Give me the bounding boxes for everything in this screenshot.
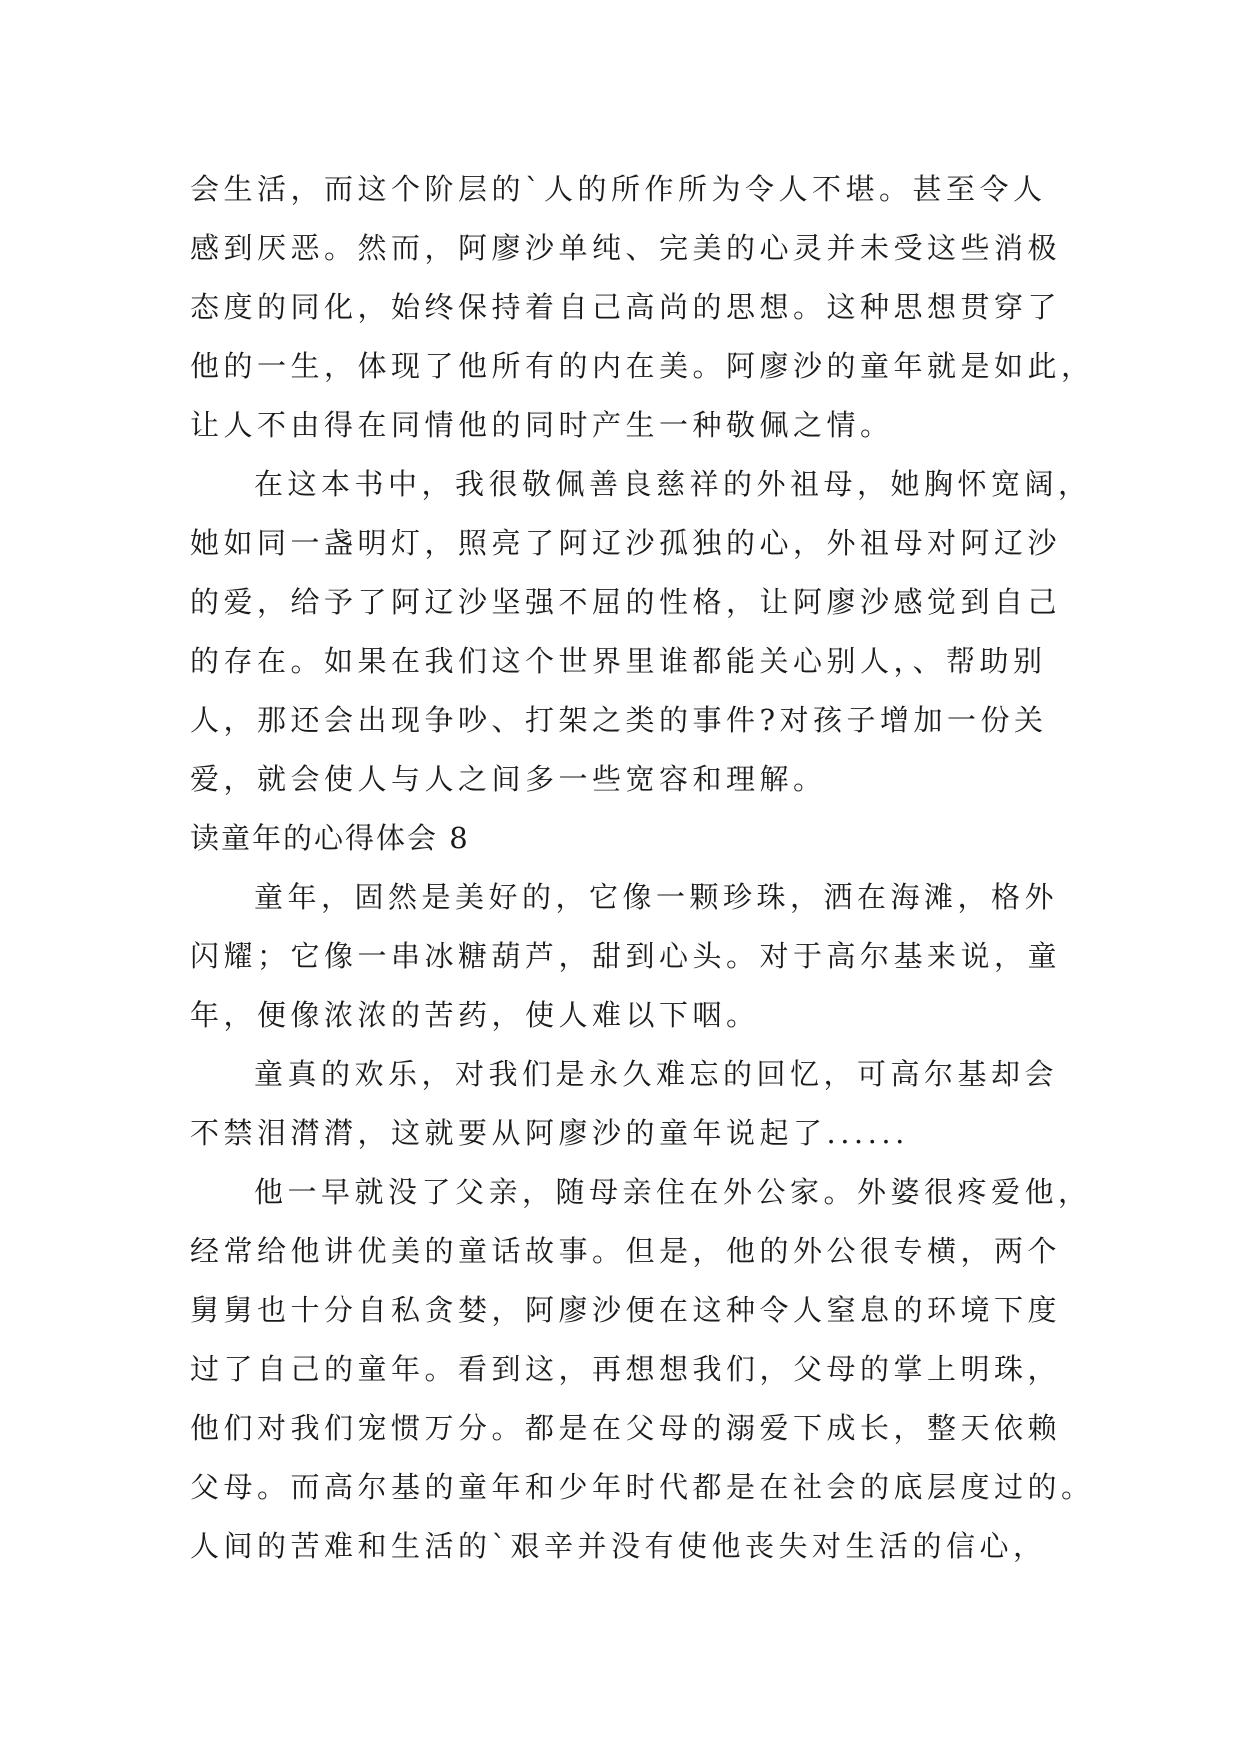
text-line: 他一早就没了父亲，随母亲住在外公家。外婆很疼爱他， [254, 1175, 1092, 1209]
text-line: 不禁泪潸潸，这就要从阿廖沙的童年说起了...... [190, 1116, 909, 1150]
text-line: 父母。而高尔基的童年和少年时代都是在社会的底层度过的。 [190, 1470, 1095, 1504]
text-line: 童真的欢乐，对我们是永久难忘的回忆，可高尔基却会 [254, 1057, 1059, 1091]
text-line: 人间的苦难和生活的`艰辛并没有使他丧失对生活的信心， [190, 1529, 1047, 1563]
text-line: 舅舅也十分自私贪婪，阿廖沙便在这种令人窒息的环境下度 [190, 1293, 1062, 1327]
text-line: 的存在。如果在我们这个世界里谁都能关心别人，、帮助别 [190, 644, 1047, 678]
text-line: 闪耀；它像一串冰糖葫芦，甜到心头。对于高尔基来说，童 [190, 939, 1062, 973]
text-line: 态度的同化，始终保持着自己高尚的思想。这种思想贯穿了 [190, 290, 1062, 324]
text-line: 她如同一盏明灯，照亮了阿辽沙孤独的心，外祖母对阿辽沙 [190, 526, 1062, 560]
text-line: 童年，固然是美好的，它像一颗珍珠，洒在海滩，格外 [254, 880, 1059, 914]
text-line: 在这本书中，我很敬佩善良慈祥的外祖母，她胸怀宽阔， [254, 467, 1092, 501]
text-line: 他们对我们宠惯万分。都是在父母的溺爱下成长，整天依赖 [190, 1411, 1062, 1445]
text-line: 会生活，而这个阶层的`人的所作所为令人不堪。甚至令人 [190, 172, 1047, 206]
section-heading: 读童年的心得体会 8 [190, 821, 470, 855]
document-body [190, 160, 1095, 1576]
text-line: 过了自己的童年。看到这，再想想我们，父母的掌上明珠， [190, 1352, 1062, 1386]
text-line: 让人不由得在同情他的同时产生一种敬佩之情。 [190, 408, 894, 442]
text-line: 爱，就会使人与人之间多一些宽容和理解。 [190, 762, 827, 796]
text-line: 经常给他讲优美的童话故事。但是，他的外公很专横，两个 [190, 1234, 1062, 1268]
text-line: 他的一生，体现了他所有的内在美。阿廖沙的童年就是如此， [190, 349, 1095, 383]
text-line: 人，那还会出现争吵、打架之类的事件?对孩子增加一份关 [190, 703, 1048, 737]
text-line: 感到厌恶。然而，阿廖沙单纯、完美的心灵并未受这些消极 [190, 231, 1062, 265]
text-line: 年，便像浓浓的苦药，使人难以下咽。 [190, 998, 760, 1032]
text-line: 的爱，给予了阿辽沙坚强不屈的性格，让阿廖沙感觉到自己 [190, 585, 1062, 619]
